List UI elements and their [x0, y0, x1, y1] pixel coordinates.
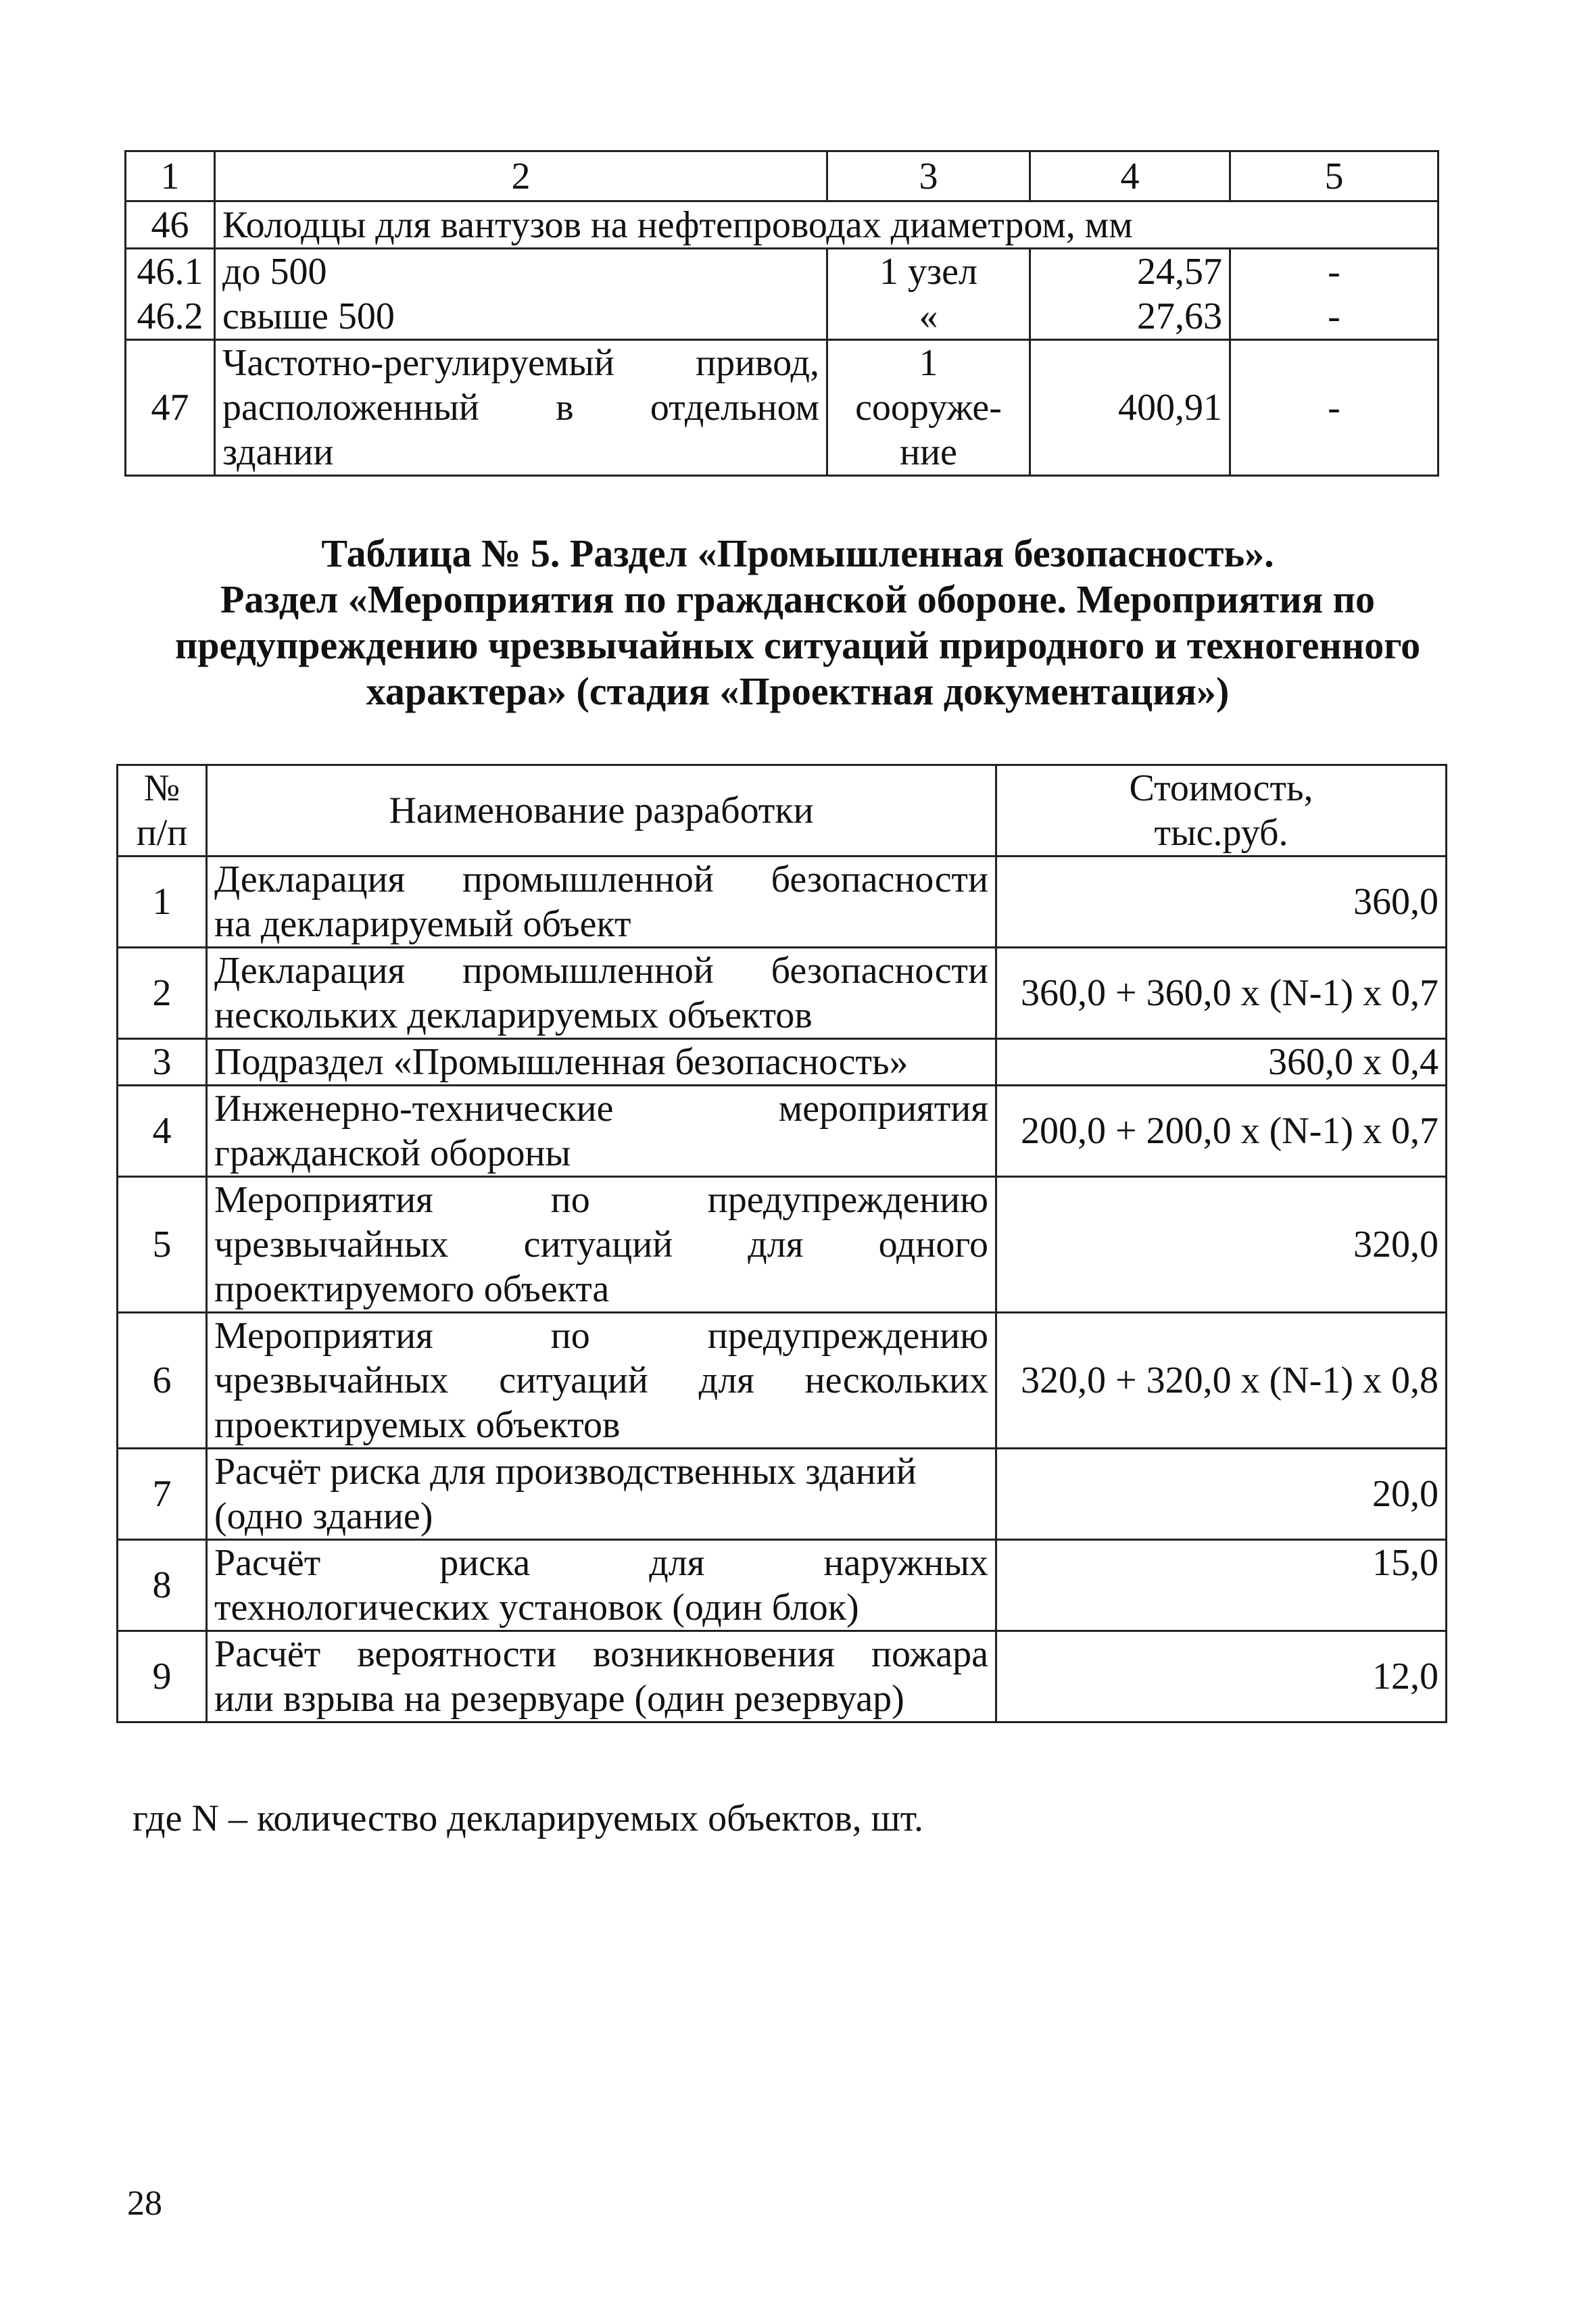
row-cost: 320,0: [996, 1177, 1447, 1313]
row-cost: 360,0: [996, 857, 1447, 948]
table-row: [118, 1039, 1447, 1086]
row-number: 7: [118, 1449, 207, 1540]
table-header-row: [118, 765, 1447, 857]
row-name: Мероприятия по предупреждению чрезвычайных ситуаций для нескольких проектируемых объектов: [207, 1313, 996, 1449]
footnote: где N – количество декларируемых объектов, шт.: [132, 1798, 924, 1839]
row-name: Расчёт риска для производственных зданий (одно здание): [207, 1449, 996, 1540]
table-row: [118, 1177, 1447, 1313]
row-number: 46.1 46.2: [126, 249, 215, 340]
row-number: 3: [118, 1039, 207, 1086]
row-value: 400,91: [1030, 340, 1230, 476]
row-value: 24,57 27,63: [1030, 249, 1230, 340]
column-number: 1: [126, 151, 215, 201]
table-row: [118, 1086, 1447, 1177]
table-row: [118, 1313, 1447, 1449]
row-cost: 320,0 + 320,0 x (N-1) x 0,8: [996, 1313, 1447, 1449]
table-row: [118, 948, 1447, 1039]
header-cost: Стоимость, тыс.руб.: [996, 765, 1447, 857]
row-name: Инженерно-технические мероприятия гражданской обороны: [207, 1086, 996, 1177]
row-number: 9: [118, 1631, 207, 1722]
column-number: 4: [1030, 151, 1230, 201]
row-number: 6: [118, 1313, 207, 1449]
row-number: 4: [118, 1086, 207, 1177]
row-extra: - -: [1230, 249, 1438, 340]
table-row: [118, 1631, 1447, 1722]
column-number: 2: [215, 151, 827, 201]
row-name: Подраздел «Промышленная безопасность»: [207, 1039, 996, 1086]
row-number: 8: [118, 1540, 207, 1631]
row-number: 47: [126, 340, 215, 476]
row-name: Колодцы для вантузов на нефтепроводах диаметром, мм: [215, 201, 1438, 249]
row-name: до 500 свыше 500: [215, 249, 827, 340]
row-cost: 12,0: [996, 1631, 1447, 1722]
table-row: [126, 249, 1438, 340]
row-cost: 360,0 + 360,0 x (N-1) x 0,7: [996, 948, 1447, 1039]
row-number: 1: [118, 857, 207, 948]
table-row: [126, 340, 1438, 476]
column-number: 3: [827, 151, 1030, 201]
row-extra: -: [1230, 340, 1438, 476]
row-number: 5: [118, 1177, 207, 1313]
row-unit: 1 узел «: [827, 249, 1030, 340]
table-title: Таблица № 5. Раздел «Промышленная безопасность». Раздел «Мероприятия по гражданской обороне. Мероприятия по предупреждению чрезвычайных ситуаций природного и техногенного характера» (стадия «Проектная документация»): [174, 531, 1421, 713]
row-name: Мероприятия по предупреждению чрезвычайных ситуаций для одного проектируемого объекта: [207, 1177, 996, 1313]
row-number: 46: [126, 201, 215, 249]
header-number: № п/п: [118, 765, 207, 857]
row-name: Частотно-регулируемый привод, расположенный в отдельном здании: [215, 340, 827, 476]
page-number: 28: [127, 2184, 162, 2223]
table-row: [118, 1449, 1447, 1540]
table-5: [116, 764, 1447, 1723]
row-number: 2: [118, 948, 207, 1039]
row-cost: 15,0: [996, 1540, 1447, 1631]
row-name: Расчёт риска для наружных технологических установок (один блок): [207, 1540, 996, 1631]
row-cost: 360,0 x 0,4: [996, 1039, 1447, 1086]
row-cost: 200,0 + 200,0 x (N-1) x 0,7: [996, 1086, 1447, 1177]
row-name: Расчёт вероятности возникновения пожара или взрыва на резервуаре (один резервуар): [207, 1631, 996, 1722]
table-row: [126, 201, 1438, 249]
table-header-row: [126, 151, 1438, 201]
column-number: 5: [1230, 151, 1438, 201]
table-row: [118, 1540, 1447, 1631]
row-name: Декларация промышленной безопасности нескольких декларируемых объектов: [207, 948, 996, 1039]
table-continuation: [124, 150, 1439, 477]
row-unit: 1 сооруже- ние: [827, 340, 1030, 476]
table-row: [118, 857, 1447, 948]
row-name: Декларация промышленной безопасности на декларируемый объект: [207, 857, 996, 948]
row-cost: 20,0: [996, 1449, 1447, 1540]
header-name: Наименование разработки: [207, 765, 996, 857]
